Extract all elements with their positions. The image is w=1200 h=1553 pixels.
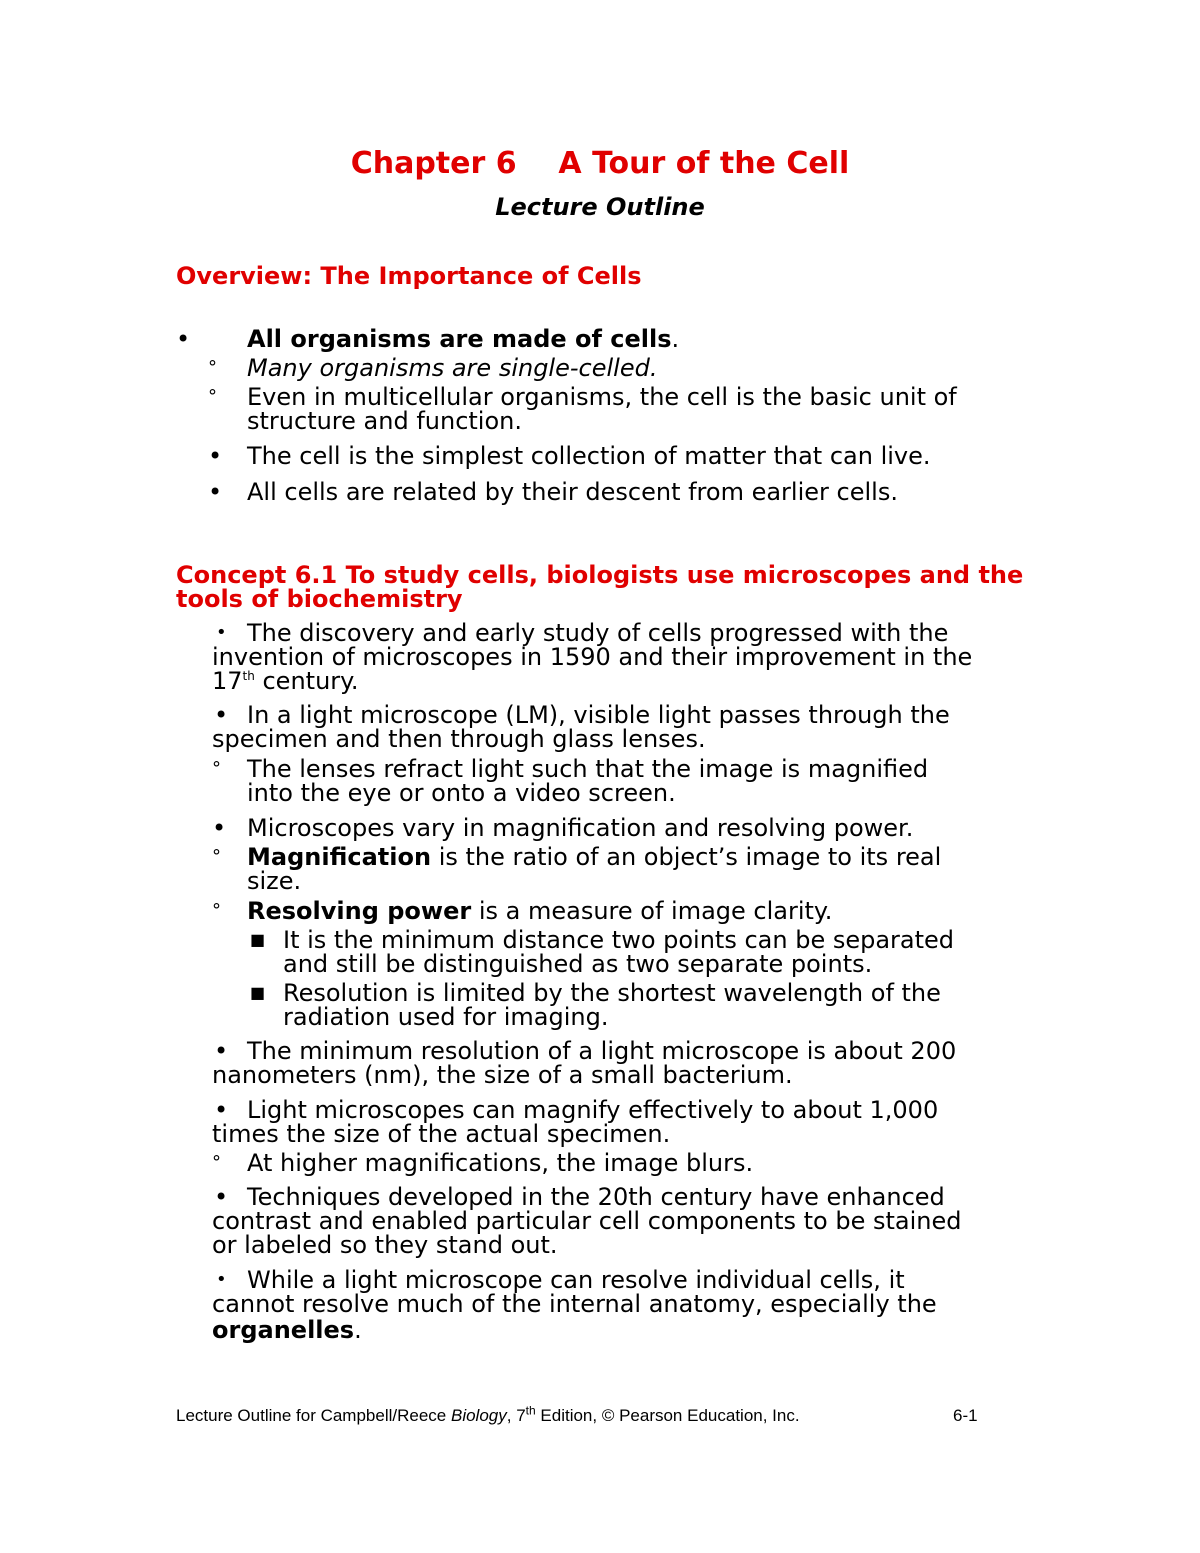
p5-line-2: size. bbox=[247, 867, 302, 895]
p7-line-1: It is the minimum distance two points can be separated bbox=[283, 926, 955, 954]
overview-heading: Overview: The Importance of Cells bbox=[176, 262, 642, 290]
sub-bullet-marker: ° bbox=[212, 900, 221, 921]
overview-item-5: All cells are related by their descent from earlier cells. bbox=[247, 478, 898, 506]
p10-line-2: times the size of the actual specimen. bbox=[212, 1120, 671, 1148]
chapter-title bbox=[0, 146, 1200, 181]
p2-line-2: specimen and then through glass lenses. bbox=[212, 725, 706, 753]
overview-item-4: The cell is the simplest collection of matter that can live. bbox=[247, 442, 931, 470]
p4: Microscopes vary in magnification and resolving power. bbox=[247, 814, 914, 842]
bullet-marker: • bbox=[214, 1183, 229, 1211]
organelles-term: organelles bbox=[212, 1316, 355, 1344]
book-title: Biology bbox=[450, 1406, 507, 1425]
overview-item-2: Many organisms are single-celled. bbox=[247, 354, 658, 382]
p9-line-2: nanometers (nm), the size of a small bacterium. bbox=[212, 1061, 793, 1089]
p10-line-1: Light microscopes can magnify effectively to about 1,000 bbox=[247, 1096, 939, 1124]
concept-heading-line-1: Concept 6.1 To study cells, biologists use microscopes and the bbox=[176, 561, 1024, 589]
p3-line-2: into the eye or onto a video screen. bbox=[247, 779, 676, 807]
p13-line-1: While a light microscope can resolve individual cells, it bbox=[247, 1266, 905, 1294]
p12-line-3: or labeled so they stand out. bbox=[212, 1231, 558, 1259]
sub-bullet-marker: ° bbox=[212, 846, 221, 867]
sub-bullet-marker: ° bbox=[212, 758, 221, 779]
p9-line-1: The minimum resolution of a light microscope is about 200 bbox=[247, 1037, 957, 1065]
square-bullet-marker: ■ bbox=[250, 930, 266, 949]
p7-line-2: and still be distinguished as two separate points. bbox=[283, 950, 873, 978]
bullet-marker: • bbox=[214, 1037, 229, 1065]
concept-heading-line-2: tools of biochemistry bbox=[176, 585, 463, 613]
overview-item-3-line-2: structure and function. bbox=[247, 407, 522, 435]
bullet-marker: • bbox=[216, 622, 227, 643]
p13-line-3: organelles. bbox=[212, 1316, 362, 1344]
bullet-marker: • bbox=[176, 325, 191, 353]
square-bullet-marker: ■ bbox=[250, 983, 266, 1002]
p13-line-2: cannot resolve much of the internal anatomy, especially the bbox=[212, 1290, 937, 1318]
chapter-name: A Tour of the Cell bbox=[558, 146, 850, 181]
chapter-number: Chapter 6 bbox=[350, 146, 517, 181]
p5-line-1: Magnification is the ratio of an object’s image to its real bbox=[247, 843, 942, 871]
p6: Resolving power is a measure of image clarity. bbox=[247, 897, 833, 925]
p3-line-1: The lenses refract light such that the image is magnified bbox=[247, 755, 929, 783]
bullet-marker: • bbox=[208, 442, 223, 470]
sub-bullet-marker: ° bbox=[212, 1152, 221, 1173]
bullet-marker: • bbox=[214, 701, 229, 729]
bullet-marker: • bbox=[214, 1096, 229, 1124]
p12-line-1: Techniques developed in the 20th century have enhanced bbox=[247, 1183, 945, 1211]
p1-line-1: The discovery and early study of cells progressed with the bbox=[247, 619, 949, 647]
page-number: 6-1 bbox=[953, 1406, 978, 1425]
sub-bullet-marker: ° bbox=[208, 357, 217, 378]
p12-line-2: contrast and enabled particular cell components to be stained bbox=[212, 1207, 962, 1235]
overview-item-1: All organisms are made of cells. bbox=[247, 325, 680, 353]
p1-line-2: invention of microscopes in 1590 and their improvement in the bbox=[212, 643, 973, 671]
bullet-marker: • bbox=[208, 478, 223, 506]
page-footer: Lecture Outline for Campbell/Reece Biology, 7th Edition, © Pearson Education, Inc. bbox=[176, 1403, 800, 1425]
resolving-power-term: Resolving power bbox=[247, 897, 472, 925]
bullet-marker: • bbox=[216, 1269, 227, 1290]
magnification-term: Magnification bbox=[247, 843, 432, 871]
overview-item-3-line-1: Even in multicellular organisms, the cell is the basic unit of bbox=[247, 383, 957, 411]
p8-line-1: Resolution is limited by the shortest wavelength of the bbox=[283, 979, 941, 1007]
p8-line-2: radiation used for imaging. bbox=[283, 1003, 609, 1031]
p1-line-3: 17th century. bbox=[212, 667, 359, 695]
lecture-outline-subtitle: Lecture Outline bbox=[495, 193, 705, 221]
sub-bullet-marker: ° bbox=[208, 386, 217, 407]
p2-line-1: In a light microscope (LM), visible light passes through the bbox=[247, 701, 950, 729]
p11: At higher magnifications, the image blurs. bbox=[247, 1149, 754, 1177]
bullet-marker: • bbox=[212, 814, 227, 842]
